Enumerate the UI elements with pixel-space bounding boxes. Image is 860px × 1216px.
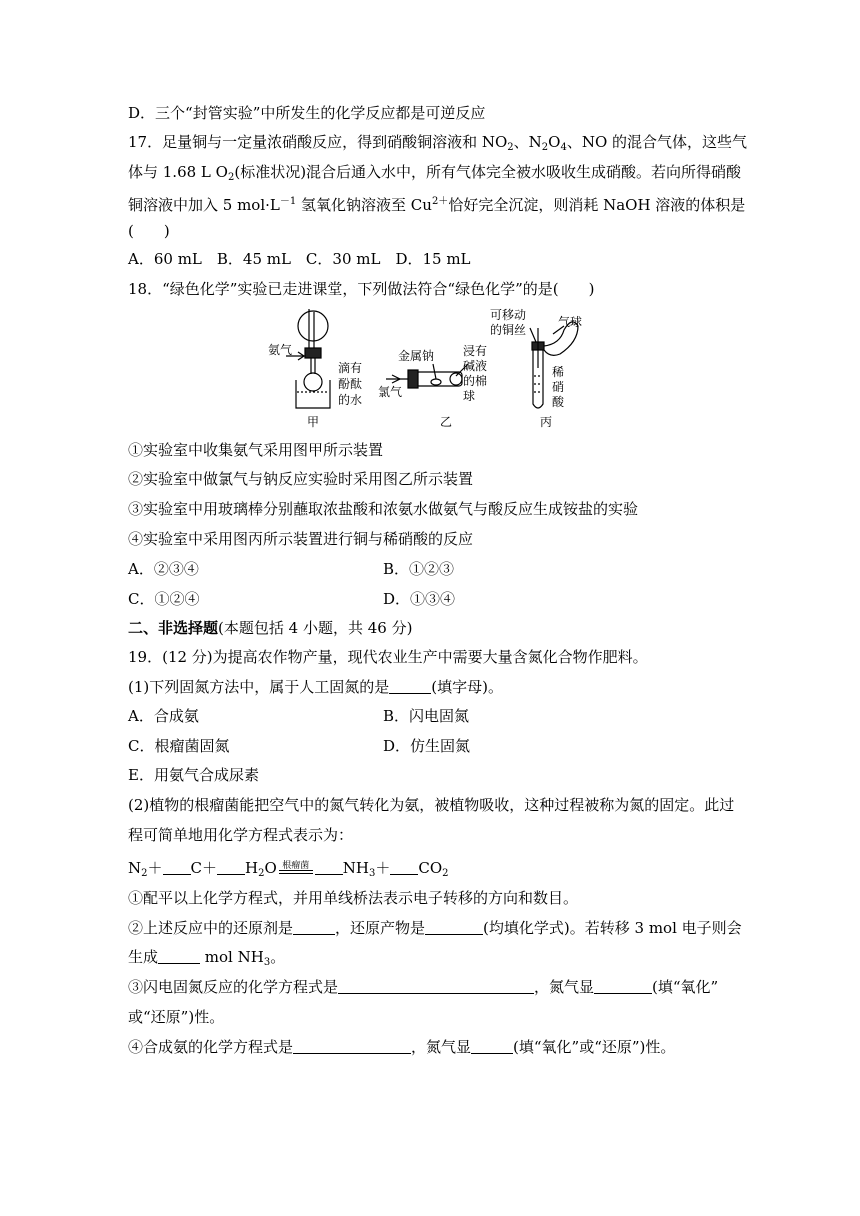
- q18-option-a: A．②③④: [128, 560, 199, 578]
- q18-option-b: B．①②③: [383, 560, 455, 578]
- q16-option-d: D．三个“封管实验”中所发生的化学反应都是可逆反应: [128, 104, 486, 122]
- yi-cotton-label-4: 球: [463, 389, 476, 403]
- q18-statement-3: ③实验室中用玻璃棒分别蘸取浓盐酸和浓氨水做氨气与酸反应生成铵盐的实验: [128, 500, 639, 518]
- jia-liquid-label-3: 的水: [338, 393, 363, 407]
- q17-line-3: 铜溶液中加入 5 $mol\cdot L^{-1}$ 氢氧化钠溶液至 $Cu^{2+}$恰好完全沉淀，则消耗 NaOH 溶液的体积是: [128, 196, 746, 214]
- q19-part-2-line-2: 程可简单地用化学方程式表示为：: [128, 826, 354, 844]
- q19-sub-2-line-1: ②上述反应中的还原剂是 ，还原产物是 (均填化学式)。若转移 3 mol 电子则会: [128, 919, 742, 937]
- answer-blank: [594, 979, 652, 994]
- bing-caption: 丙: [539, 415, 553, 429]
- q18-statement-4: ④实验室中采用图丙所示装置进行铜与稀硝酸的反应: [128, 530, 474, 548]
- answer-blank: [293, 1039, 411, 1054]
- yi-caption: 乙: [439, 415, 453, 429]
- answer-blank: [338, 979, 534, 994]
- q17-answer-paren: ( ): [128, 222, 170, 240]
- q18-options-row-1: [128, 559, 740, 579]
- jia-caption: 甲: [306, 415, 320, 429]
- q19-options-row-1: [128, 706, 740, 726]
- bing-wire-label-1: 可移动: [490, 308, 527, 322]
- answer-blank: [293, 920, 335, 935]
- section-2-heading: 二、非选择题(本题包括 4 小题，共 46 分): [128, 619, 413, 637]
- q19-option-b: B．闪电固氮: [383, 707, 470, 725]
- q19-sub-1: ①配平以上化学方程式，并用单线桥法表示电子转移的方向和数目。: [128, 889, 579, 907]
- bing-balloon-label: 气球: [558, 315, 583, 329]
- answer-blank: [425, 920, 483, 935]
- apparatus-jia: [286, 309, 330, 408]
- q18-option-d: D．①③④: [383, 590, 456, 608]
- q19-sub-3-line-1: ③闪电固氮反应的化学方程式是 ，氮气显 (填“氧化”: [128, 978, 719, 996]
- q17-line-2: 体与 1.68 L $O_2$(标准状况)混合后通入水中，所有气体完全被水吸收生成硝酸。若向所得硝酸: [128, 163, 742, 183]
- yi-cotton-label-1: 浸有: [463, 344, 488, 358]
- q19-option-a: A．合成氨: [128, 707, 199, 725]
- q19-option-c: C．根瘤菌固氮: [128, 737, 230, 755]
- q18-options-row-2: [128, 589, 740, 609]
- coefficient-blank: [163, 860, 191, 875]
- yi-cotton-label-2: 碱液: [463, 359, 488, 373]
- q19-sub-2-line-2: 生成 mol $NH_3$。: [128, 948, 286, 968]
- bing-acid-label-3: 酸: [552, 395, 565, 409]
- answer-blank: [389, 679, 431, 694]
- bing-acid-label-1: 稀: [552, 365, 565, 379]
- jia-gas-label: 氨气: [268, 343, 293, 357]
- answer-blank: [471, 1039, 513, 1054]
- yi-metal-label: 金属钠: [398, 349, 435, 363]
- q19-sub-3-line-2: 或“还原”)性。: [128, 1008, 225, 1026]
- q17-line-1: 17．足量铜与一定量浓硝酸反应，得到硝酸铜溶液和 $NO_2$、$N_2O_4$、NO 的混合气体，这些气: [128, 133, 748, 153]
- q19-option-d: D．仿生固氮: [383, 737, 471, 755]
- yi-gas-label: 氯气: [378, 385, 403, 399]
- bing-acid-label-2: 硝: [552, 380, 565, 394]
- bing-wire-label-2: 的铜丝: [490, 323, 527, 337]
- coefficient-blank: [217, 860, 245, 875]
- yi-cotton-label-3: 的棉: [463, 374, 488, 388]
- q19-stem: 19．(12 分)为提高农作物产量，现代农业生产中需要大量含氮化合物作肥料。: [128, 648, 648, 666]
- q17-options: A．60 mL B．45 mL C．30 mL D．15 mL: [128, 250, 471, 268]
- q18-statement-1: ①实验室中收集氨气采用图甲所示装置: [128, 441, 384, 459]
- reaction-condition-equals: 根瘤菌: [277, 858, 315, 878]
- q18-statement-2: ②实验室中做氯气与钠反应实验时采用图乙所示装置: [128, 470, 474, 488]
- jia-liquid-label-2: 酚酞: [338, 377, 363, 391]
- coefficient-blank: [315, 860, 343, 875]
- fixation-equation: $N_2+ C+ H_2O$ 根瘤菌 $NH_3+ CO_2$: [128, 859, 449, 879]
- q19-option-e: E．用氨气合成尿素: [128, 766, 259, 784]
- jia-liquid-label-1: 滴有: [338, 361, 363, 375]
- q18-stem: 18．“绿色化学”实验已走进课堂，下列做法符合“绿色化学”的是( ): [128, 280, 595, 298]
- answer-blank: [158, 949, 200, 964]
- q19-options-row-2: [128, 736, 740, 756]
- q19-part-2-line-1: (2)植物的根瘤菌能把空气中的氮气转化为氨，被植物吸收，这种过程被称为氮的固定。此过: [128, 796, 735, 814]
- q18-option-c: C．①②④: [128, 590, 200, 608]
- q19-part-1: (1)下列固氮方法中，属于人工固氮的是 (填字母)。: [128, 678, 503, 696]
- apparatus-figure: [268, 304, 598, 430]
- q19-sub-4: ④合成氨的化学方程式是 ，氮气显 (填“氧化”或“还原”)性。: [128, 1038, 676, 1056]
- coefficient-blank: [390, 860, 418, 875]
